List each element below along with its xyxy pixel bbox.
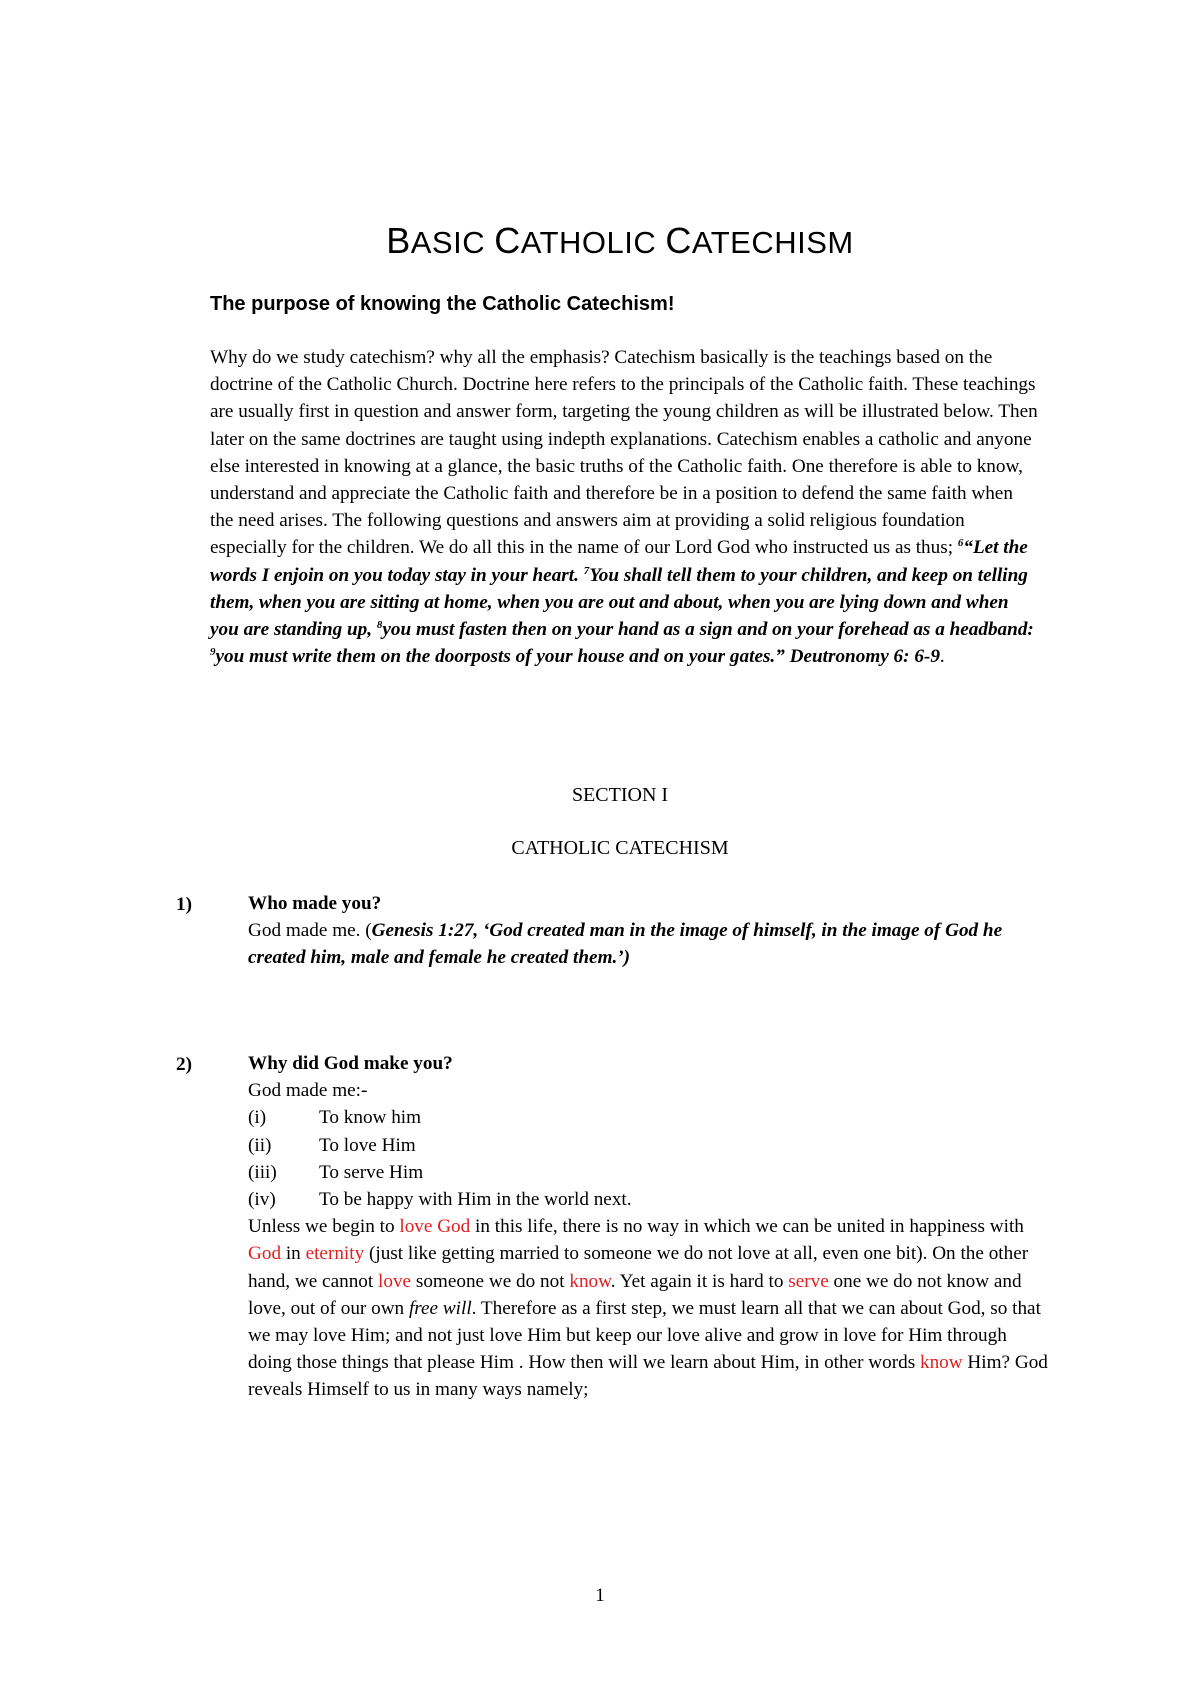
purpose-heading: The purpose of knowing the Catholic Catechism!	[210, 293, 675, 315]
section-subheading: CATHOLIC CATECHISM	[511, 837, 729, 859]
section-heading: SECTION I	[571, 784, 669, 806]
list-item: (iv) To be happy with Him in the world next.	[248, 1189, 632, 1211]
list-item: (iii) To serve Him	[248, 1161, 424, 1183]
question-2-number: 2)	[176, 1054, 192, 1075]
question-2-text: Why did God make you?	[248, 1053, 453, 1074]
question-1-number: 1)	[176, 894, 192, 915]
question-1-answer: God made me. (Genesis 1:27, ‘God created man in the image of himself, in the image of God he created him, male and female he created them.’)	[248, 920, 1003, 969]
intro-paragraph: Why do we study catechism? why all the emphasis? Catechism basically is the teachings based on the doctrine of the Catholic Church. Doctrine here refers to the principals of the Catholic faith. These teachings are usually first in question and answer form, targeting the young children as will be illustrated below. Then later on the same doctrines are taught using indepth explanations. Catechism enables a catholic and anyone else interested in knowing at a glance, the basic truths of the Catholic faith. One therefore is able to know, understand and appreciate the Catholic faith and therefore be in a position to defend the same faith when the need arises. The following questions and answers aim at providing a solid religious foundation especially for the children. We do all this in the name of our Lord God who instructed us as thus; $^6$“Let the words I enjoin on you today stay in your heart. $^7$You shall tell them to your children, and keep on telling them, when you are sitting at home, when you are out and about, when you are lying down and when you are standing up, $^8$you must fasten then on your hand as a sign and on your forehead as a headband: $^9$you must write them on the doorposts of your house and on your gates.” Deutronomy 6: 6-9.	[210, 347, 1038, 668]
list-item: (i) To know him	[248, 1107, 422, 1129]
question-1	[248, 890, 1048, 972]
scripture-quote: $^6$“Let the words I enjoin on you today stay in your heart. $^7$You shall tell them to your children, and keep on telling them, when you are sitting at home, when you are out and about, when you are lying down and when you are standing up, $^8$you must fasten then on your hand as a sign and on your forehead as a headband: $^9$you must write them on the doorposts of your house and on your gates.” Deutronomy 6: 6-9	[210, 537, 1034, 668]
page-number: 1	[595, 1585, 605, 1606]
document-title: BASIC CATHOLIC CATECHISM	[386, 220, 854, 261]
question-1-text: Who made you?	[248, 893, 382, 914]
question-2-lead: God made me:-	[248, 1080, 368, 1102]
question-2-explanation: Unless we begin to love God in this life, there is no way in which we can be united in happiness with God in eternity (just like getting married to someone we do not love at all, even one bit). On the other hand, we cannot love someone we do not know. Yet again it is hard to serve one we do not know and love, out of our own free will. Therefore as a first step, we must learn all that we can about God, so that we may love Him; and not just love Him but keep our love alive and grow in love for Him through doing those things that please Him . How then will we learn about Him, in other words know Him? God reveals Himself to us in many ways namely;	[248, 1216, 1048, 1401]
question-2	[248, 1050, 1048, 1404]
list-item: (ii) To love Him	[248, 1134, 416, 1156]
